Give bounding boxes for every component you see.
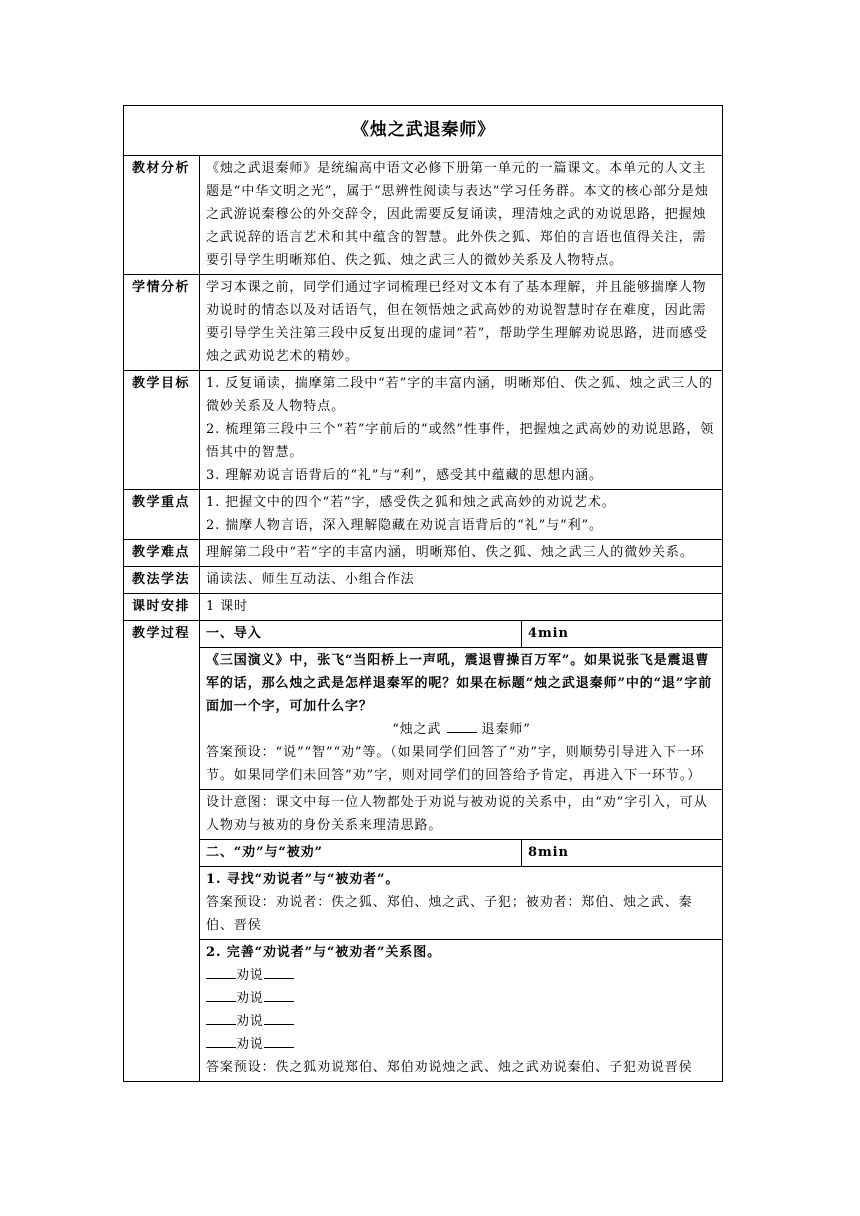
document-title: 《烛之武退秦师》 <box>124 106 723 156</box>
difficulty-text: 理解第二段中“若”字的丰富内涵，明晰郑伯、佚之狐、烛之武三人的微妙关系。 <box>200 540 723 567</box>
fill-in-line <box>206 718 717 741</box>
time-row <box>124 594 723 621</box>
section1-body-row <box>124 648 723 790</box>
section1-design: 设计意图：课文中每一位人物都处于劝说与被劝说的关系中，由“劝”字引入，可从人物劝与被劝的身份关系来理清思路。 <box>200 790 723 840</box>
task1-row <box>124 867 723 940</box>
methods-text: 诵读法、师生互动法、小组合作法 <box>200 567 723 594</box>
students-row <box>124 275 723 371</box>
section1-body <box>200 648 723 790</box>
fill-blank <box>447 720 477 733</box>
blank-right <box>264 989 294 1002</box>
task2-cell <box>200 940 723 1082</box>
time-text: 1 课时 <box>200 594 723 621</box>
students-text: 学习本课之前，同学们通过字词梳理已经对文本有了基本理解，并且能够揣摩人物劝说时的情态以及对话语气，但在领悟烛之武高妙的劝说智慧时存在难度，因此需要引导学生关注第三段中反复出现的虚词“若”，帮助学生理解劝说思路，进而感受烛之武劝说艺术的精妙。 <box>200 275 723 371</box>
methods-row <box>124 567 723 594</box>
relation-line <box>206 987 717 1010</box>
intro-answer: 答案预设：“说”“智”“劝”等。（如果同学们回答了“劝”字，则顺势引导进入下一环节。如果同学们未回答“劝”字，则对同学们的回答给予肯定，再进入下一环节。） <box>206 745 705 783</box>
key-item: 2. 揣摩人物言语，深入理解隐藏在劝说言语背后的“礼”与“利”。 <box>206 518 603 533</box>
section1-design-row <box>124 790 723 840</box>
section1-heading: 一、导入 <box>200 621 522 648</box>
relation-line <box>206 1033 717 1056</box>
intro-question: 《三国演义》中，张飞“当阳桥上一声吼，震退曹操百万军”。如果说张飞是震退曹军的话，那么烛之武是怎样退秦军的呢？如果在标题“烛之武退秦师”中的“退”字前面加一个字，可加什么字？ <box>206 653 713 714</box>
relation-word: 劝说 <box>236 991 264 1006</box>
task2-title: 2. 完善“劝说者”与“被劝者”关系图。 <box>206 945 442 960</box>
fill-right: 退秦师” <box>481 722 531 737</box>
section2-heading-row <box>124 840 723 867</box>
process-row <box>124 621 723 648</box>
blank-right <box>264 966 294 979</box>
blank-left <box>206 966 236 979</box>
blank-left <box>206 1012 236 1025</box>
task1-cell <box>200 867 723 940</box>
process-label: 教学过程 <box>124 621 200 1082</box>
goal-item: 1. 反复诵读，揣摩第二段中“若”字的丰富内涵，明晰郑伯、佚之狐、烛之武三人的微妙关系及人物特点。 <box>206 376 713 414</box>
blank-left <box>206 1035 236 1048</box>
task1-answer: 答案预设：劝说者：佚之狐、郑伯、烛之武、子犯；被劝者：郑伯、烛之武、秦伯、晋侯 <box>206 895 693 933</box>
goals-row <box>124 371 723 490</box>
lesson-plan-table <box>123 105 723 1082</box>
section1-minutes: 4min <box>522 621 723 648</box>
key-item: 1. 把握文中的四个“若”字，感受佚之狐和烛之武高妙的劝说艺术。 <box>206 495 616 510</box>
blank-right <box>264 1012 294 1025</box>
material-row <box>124 156 723 275</box>
relation-word: 劝说 <box>236 1037 264 1052</box>
key-label: 教学重点 <box>124 490 200 540</box>
material-label: 教材分析 <box>124 156 200 275</box>
relation-line <box>206 964 717 987</box>
fill-left: “烛之武 <box>392 722 442 737</box>
material-text: 《烛之武退秦师》是统编高中语文必修下册第一单元的一篇课文。本单元的人文主题是“中华文明之光”，属于“思辨性阅读与表达”学习任务群。本文的核心部分是烛之武游说秦穆公的外交辞令，因此需要反复诵读，理清烛之武的劝说思路，把握烛之武说辞的语言艺术和其中蕴含的智慧。此外佚之狐、郑伯的言语也值得关注，需要引导学生明晰郑伯、佚之狐、烛之武三人的微妙关系及人物特点。 <box>200 156 723 275</box>
title-row <box>124 106 723 156</box>
section2-heading: 二、“劝”与“被劝” <box>200 840 522 867</box>
task2-row <box>124 940 723 1082</box>
time-label: 课时安排 <box>124 594 200 621</box>
students-label: 学情分析 <box>124 275 200 371</box>
key-row <box>124 490 723 540</box>
task2-answer: 答案预设：佚之狐劝说郑伯、郑伯劝说烛之武、烛之武劝说秦伯、子犯劝说晋侯 <box>206 1060 693 1075</box>
relation-word: 劝说 <box>236 968 264 983</box>
key-list <box>200 490 723 540</box>
relation-line <box>206 1010 717 1033</box>
difficulty-label: 教学难点 <box>124 540 200 567</box>
goals-label: 教学目标 <box>124 371 200 490</box>
methods-label: 教法学法 <box>124 567 200 594</box>
section2-minutes: 8min <box>522 840 723 867</box>
task1-title: 1. 寻找“劝说者”与“被劝者”。 <box>206 872 400 887</box>
blank-right <box>264 1035 294 1048</box>
goal-item: 2. 梳理第三段中三个“若”字前后的“或然”性事件，把握烛之武高妙的劝说思路，领悟其中的智慧。 <box>206 422 715 460</box>
difficulty-row <box>124 540 723 567</box>
goal-item: 3. 理解劝说言语背后的“礼”与“利”，感受其中蕴藏的思想内涵。 <box>206 468 603 483</box>
relation-word: 劝说 <box>236 1014 264 1029</box>
goals-list <box>200 371 723 490</box>
blank-left <box>206 989 236 1002</box>
